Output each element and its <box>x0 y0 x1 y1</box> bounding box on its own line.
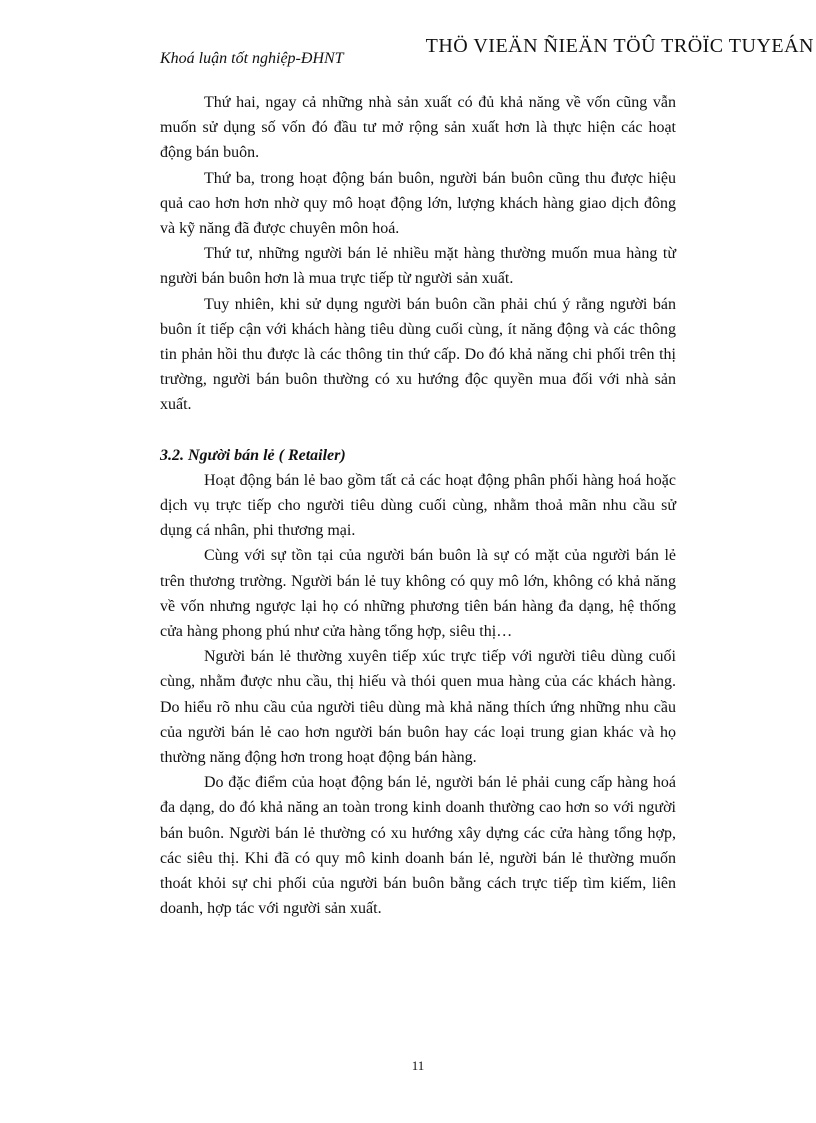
section-heading: 3.2. Người bán lẻ ( Retailer) <box>160 446 346 464</box>
paragraph: Thứ hai, ngay cả những nhà sản xuất có đủ khả năng về vốn cũng vẫn muốn sử dụng số vốn đó đầu tư mở rộng sản xuất hơn là thực hiện các hoạt động bán buôn. <box>160 94 676 162</box>
paragraph: Cùng với sự tồn tại của người bán buôn là sự có mặt của người bán lẻ trên thương trường. Người bán lẻ tuy không có quy mô lớn, không có khả năng về vốn nhưng ngược lại họ có những phương tiên bán hàng đa dạng, hệ thống cửa hàng phong phú như cửa hàng tổng hợp, siêu thị… <box>160 547 676 641</box>
page-number: 11 <box>411 1058 425 1073</box>
paragraph: Hoạt động bán lẻ bao gồm tất cả các hoạt động phân phối hàng hoá hoặc dịch vụ trực tiếp cho người tiêu dùng cuối cùng, nhằm thoả mãn nhu cầu sử dụng cá nhân, phi thương mại. <box>160 471 676 540</box>
document-body <box>160 90 676 922</box>
paragraph: Do đặc điểm của hoạt động bán lẻ, người bán lẻ phải cung cấp hàng hoá đa dạng, do đó khả năng an toàn trong kinh doanh thường cao hơn so với người bán buôn. Người bán lẻ thường có xu hướng xây dựng các cửa hàng tổng hợp, các siêu thị. Khi đã có quy mô kinh doanh bán lẻ, người bán lẻ thường muốn thoát khỏi sự chi phối của người bán buôn bằng cách trực tiếp tìm kiếm, liên doanh, hợp tác với người sản xuất. <box>160 774 676 918</box>
paragraph: Tuy nhiên, khi sử dụng người bán buôn cần phải chú ý rằng người bán buôn ít tiếp cận với khách hàng tiêu dùng cuối cùng, ít năng động và các thông tin phản hồi thu được là các thông tin thứ cấp. Do đó khả năng chi phối trên thị trường, người bán buôn thường có xu hướng độc quyền mua đối với nhà sản xuất. <box>160 295 676 414</box>
library-watermark: THÖ VIEÄN ÑIEÄN TÖÛ TRÖÏC TUYEÁN <box>425 35 814 57</box>
paragraph: Thứ ba, trong hoạt động bán buôn, người bán buôn cũng thu được hiệu quả cao hơn hơn nhờ quy mô hoạt động lớn, lượng khách hàng giao dịch đông và kỹ năng đã được chuyên môn hoá. <box>160 169 676 238</box>
paragraph: Thứ tư, những người bán lẻ nhiều mặt hàng thường muốn mua hàng từ người bán buôn hơn là mua trực tiếp từ người sản xuất. <box>160 245 676 288</box>
document-header-title: Khoá luận tốt nghiệp-ĐHNT <box>160 50 344 67</box>
paragraph: Người bán lẻ thường xuyên tiếp xúc trực tiếp với người tiêu dùng cuối cùng, nhằm được nhu cầu, thị hiếu và thói quen mua hàng của các khách hàng. Do hiểu rõ nhu cầu của người tiêu dùng mà khả năng thích ứng những nhu cầu của người bán lẻ cao hơn người bán buôn hay các loại trung gian khác và họ thường năng động hơn trong hoạt động bán hàng. <box>160 648 676 767</box>
